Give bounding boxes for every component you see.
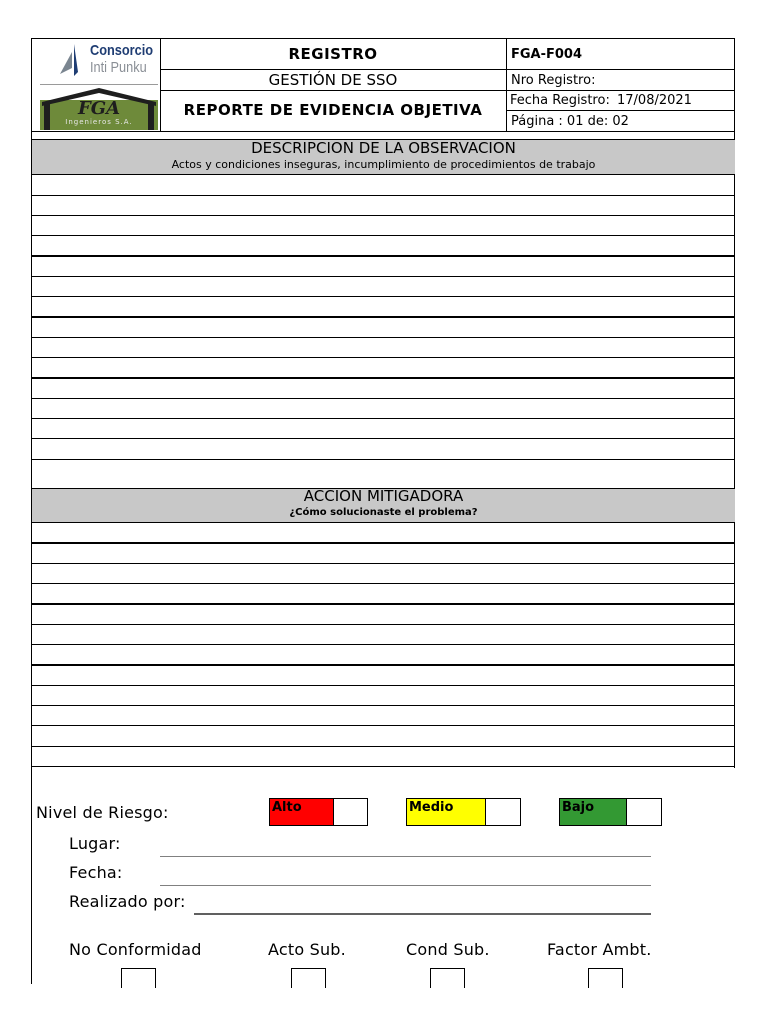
- riesgo-bajo-option[interactable]: [559, 798, 662, 826]
- accion-line[interactable]: [31, 522, 735, 523]
- observacion-line[interactable]: [31, 337, 735, 338]
- cond-sub-label: Cond Sub.: [406, 940, 490, 959]
- accion-title: ACCION MITIGADORA: [303, 487, 464, 505]
- nivel-riesgo-label: Nivel de Riesgo:: [36, 803, 169, 822]
- header-bottom-rule: [31, 131, 735, 132]
- observacion-line[interactable]: [31, 459, 735, 460]
- fecha-field[interactable]: [160, 885, 651, 886]
- accion-line[interactable]: [31, 542, 735, 544]
- observacion-line[interactable]: [31, 296, 735, 297]
- consorcio-logo-line1: Consorcio: [90, 42, 154, 59]
- acto-sub-checkbox[interactable]: [291, 968, 326, 988]
- observacion-line[interactable]: [31, 195, 735, 196]
- riesgo-medio-label: Medio: [407, 799, 486, 825]
- fga-logo-subtitle: Ingenieros S.A.: [65, 118, 133, 126]
- accion-line[interactable]: [31, 725, 735, 726]
- accion-line[interactable]: [31, 583, 735, 584]
- arrow-logo-icon: [58, 42, 88, 78]
- no-conformidad-label: No Conformidad: [69, 940, 202, 959]
- observacion-line[interactable]: [31, 174, 735, 175]
- accion-line[interactable]: [31, 705, 735, 706]
- riesgo-alto-label: Alto: [270, 799, 334, 825]
- fecha-label: Fecha:: [69, 863, 123, 882]
- observacion-line[interactable]: [31, 215, 735, 216]
- realizado-por-field[interactable]: [194, 913, 651, 915]
- observacion-line[interactable]: [31, 438, 735, 439]
- fga-logo-name: FGA: [77, 98, 121, 119]
- riesgo-alto-option[interactable]: [269, 798, 368, 826]
- accion-line[interactable]: [31, 685, 735, 686]
- accion-line[interactable]: [31, 766, 735, 767]
- header-rule-3: [506, 110, 735, 111]
- accion-line[interactable]: [31, 563, 735, 564]
- accion-line[interactable]: [31, 664, 735, 666]
- frame-top-border: [31, 38, 735, 39]
- consorcio-logo-line2: Inti Punku: [90, 59, 147, 76]
- observacion-line[interactable]: [31, 377, 735, 379]
- pagina-info: Página : 01 de: 02: [511, 114, 629, 129]
- acto-sub-label: Acto Sub.: [268, 940, 346, 959]
- accion-line[interactable]: [31, 624, 735, 625]
- riesgo-medio-option[interactable]: [406, 798, 521, 826]
- form-code: FGA-F004: [511, 47, 583, 62]
- logo-divider: [40, 84, 158, 85]
- observacion-line[interactable]: [31, 316, 735, 318]
- lugar-field[interactable]: [160, 856, 651, 857]
- header-divider-meta: [506, 38, 507, 131]
- observacion-line[interactable]: [31, 357, 735, 358]
- factor-ambt-checkbox[interactable]: [588, 968, 623, 988]
- factor-ambt-label: Factor Ambt.: [547, 940, 652, 959]
- observacion-line[interactable]: [31, 235, 735, 236]
- observacion-title: DESCRIPCION DE LA OBSERVACION: [251, 139, 516, 157]
- fecha-registro-value: 17/08/2021: [617, 93, 692, 108]
- no-conformidad-checkbox[interactable]: [121, 968, 156, 988]
- observacion-line[interactable]: [31, 418, 735, 419]
- observacion-subtitle: Actos y condiciones inseguras, incumplimiento de procedimientos de trabajo: [171, 158, 596, 171]
- title-reporte-evidencia: REPORTE DE EVIDENCIA OBJETIVA: [183, 101, 483, 119]
- title-gestion-sso: GESTIÓN DE SSO: [268, 71, 398, 89]
- realizado-por-label: Realizado por:: [69, 892, 186, 911]
- observacion-line[interactable]: [31, 276, 735, 277]
- observacion-line[interactable]: [31, 398, 735, 399]
- accion-line[interactable]: [31, 644, 735, 645]
- fga-logo: [40, 86, 158, 130]
- header-rule-1: [160, 69, 735, 70]
- cond-sub-checkbox[interactable]: [430, 968, 465, 988]
- accion-subtitle: ¿Cómo solucionaste el problema?: [289, 507, 478, 518]
- header-rule-2: [160, 90, 735, 91]
- accion-line[interactable]: [31, 746, 735, 747]
- nro-registro-label: Nro Registro:: [511, 73, 596, 88]
- lugar-label: Lugar:: [69, 834, 121, 853]
- observacion-line[interactable]: [31, 255, 735, 257]
- fecha-registro-label: Fecha Registro:: [510, 93, 610, 108]
- riesgo-bajo-label: Bajo: [560, 799, 627, 825]
- title-registro: REGISTRO: [288, 45, 378, 63]
- accion-line[interactable]: [31, 603, 735, 605]
- consorcio-logo: [58, 42, 158, 80]
